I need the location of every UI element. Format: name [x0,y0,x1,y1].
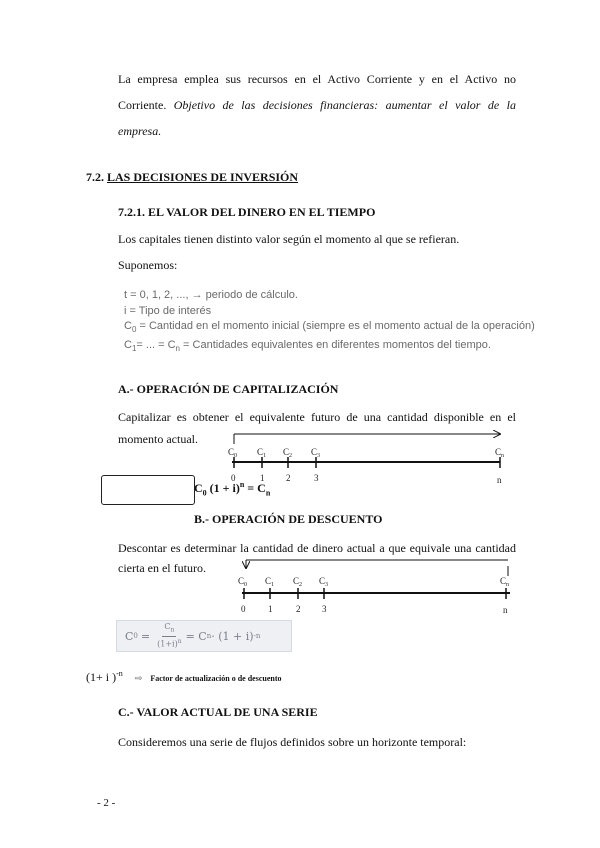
descuento-formula-fraction: $\frac{C_n}{(1+i)^n}$ [157,622,182,649]
descuento-c-label-3: $C_3$ [319,576,329,588]
descuento-num-0: 0 [241,604,246,614]
descuento-num-3: 3 [322,604,327,614]
capitalizacion-timeline [224,426,524,486]
section-title: LAS DECISIONES DE INVERSIÓN [107,170,299,184]
descuento-num-1: 1 [268,604,273,614]
capitalizacion-c-label-0: $C_0$ [228,447,238,459]
intro-line-1: La empresa emplea sus recursos en el Activo Corriente y en el Activo no [118,72,516,86]
capitalizacion-title: A.- OPERACIÓN DE CAPITALIZACIÓN [118,382,339,396]
capitalizacion-num-1: 1 [260,473,265,483]
capitalizacion-c-label-1: $C_1$ [257,447,267,459]
descuento-num-2: 2 [296,604,301,614]
descuento-c-label-0: $C_0$ [238,576,248,588]
subsection-paragraph-1: Los capitales tienen distinto valor según el momento al que se refieran. [118,232,460,246]
assumption-cn: $C_1=$ ... = $C_n$ = Cantidades equivalentes en diferentes momentos del tiempo. [124,338,491,353]
intro-line-3: empresa. [118,124,162,138]
capitalizacion-c-label-3: $C_3$ [311,447,321,459]
assumptions-list [124,288,544,356]
factor-arrow-icon: ⇨ [134,674,143,684]
descuento-c-label-n: $C_n$ [500,576,510,588]
section-number: 7.2. [86,170,104,184]
capitalizacion-num-3: 3 [314,473,319,483]
capitalizacion-c-label-2: $C_2$ [283,447,293,459]
descuento-formula: C 0 = $\frac{C_n}{(1+i)^n}$ = C n · (1 + i) -n [125,622,261,649]
descuento-timeline [232,556,532,618]
descuento-text-2: cierta en el futuro. [118,561,206,575]
serie-text: Consideremos una serie de flujos definidos sobre un horizonte temporal: [118,735,467,749]
assumption-rate: i = Tipo de interés [124,304,212,317]
descuento-title: B.- OPERACIÓN DE DESCUENTO [194,512,383,526]
factor-description: Factor de actualización o de descuento [150,674,282,683]
subsection-title: 7.2.1. EL VALOR DEL DINERO EN EL TIEMPO [118,205,376,219]
intro-line-2: Corriente. Objetivo de las decisiones financieras: aumentar el valor de la [118,98,516,112]
descuento-c-label-2: $C_2$ [293,576,303,588]
capitalizacion-formula: $C_0$ $(1 + i)^n = C_n$ [194,480,271,498]
intro-paragraph [118,66,516,144]
assumption-period: t = 0, 1, 2, ..., → periodo de cálculo. [124,289,298,301]
descuento-formula-box [116,620,292,652]
capitalizacion-text-1: Capitalizar es obtener el equivalente futuro de una cantidad disponible en el [118,410,516,424]
section-heading [86,170,298,185]
capitalizacion-num-2: 2 [286,473,291,483]
serie-title: C.- VALOR ACTUAL DE UNA SERIE [118,705,318,719]
page-number: - 2 - [97,797,116,809]
capitalizacion-c-label-n: $C_n$ [495,447,505,459]
capitalizacion-formula-box [101,475,195,505]
descuento-num-n: n [503,605,508,615]
capitalizacion-num-0: 0 [231,473,236,483]
descuento-text-1: Descontar es determinar la cantidad de dinero actual a que equivale una cantidad [118,541,516,555]
subsection-paragraph-2: Suponemos: [118,258,178,272]
descuento-c-label-1: $C_1$ [265,576,275,588]
capitalizacion-text-2: momento actual. [118,432,198,446]
capitalizacion-num-n: n [497,475,502,485]
assumption-c0: $C_0$ = Cantidad en el momento inicial (siempre es el momento actual de la operación) [124,320,535,335]
factor-expression: (1+ i )$^{-n}$ [86,669,123,684]
factor-line [86,668,281,686]
